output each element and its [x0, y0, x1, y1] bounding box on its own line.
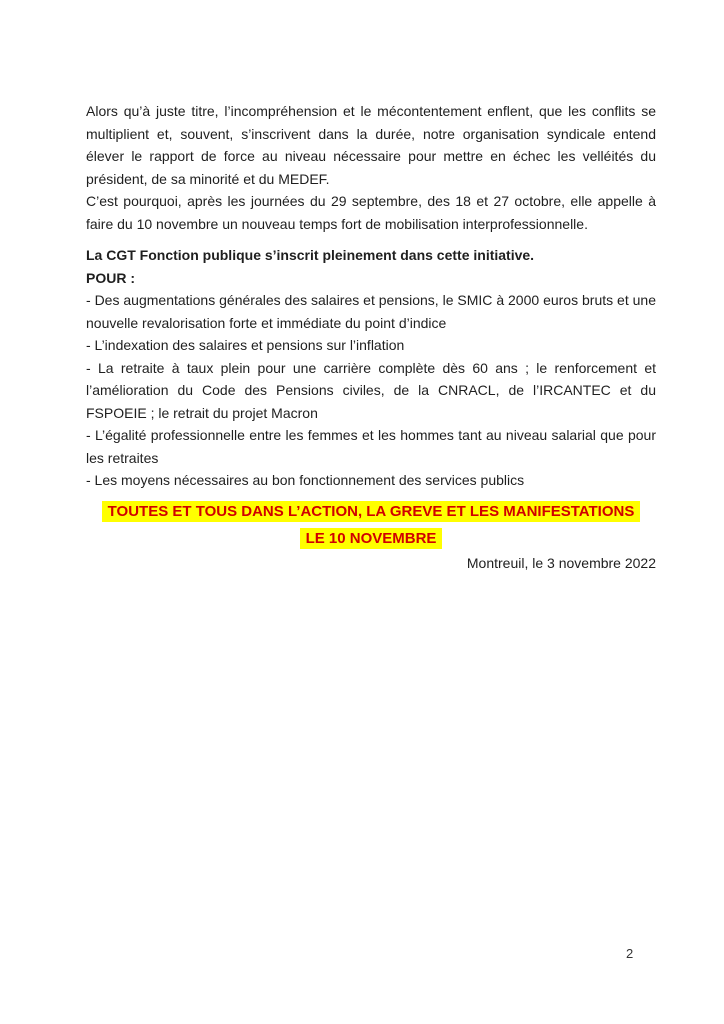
demand-item-1: - Des augmentations générales des salaires et pensions, le SMIC à 2000 euros bruts et une nouvelle revalorisation forte et immédiate du point d’indice — [86, 292, 656, 331]
pour-label: POUR : — [86, 269, 135, 286]
demand-item-4: - L’égalité professionnelle entre les femmes et les hommes tant au niveau salarial que pour les retraites — [86, 427, 656, 466]
page-number: 2 — [626, 946, 634, 961]
demand-item-2: - L’indexation des salaires et pensions sur l’inflation — [86, 337, 405, 353]
banner-line-2: LE 10 NOVEMBRE — [300, 528, 443, 549]
demand-item-5: - Les moyens nécessaires au bon fonctionnement des services publics — [86, 472, 525, 488]
intro-paragraph-1: Alors qu’à juste titre, l’incompréhension et le mécontentement enflent, que les conflits se multiplient et, souvent, s’inscrivent dans la durée, notre organisation syndicale entend élever le rapport de force au niveau nécessaire pour mettre en échec les velléités du président, de sa minorité et du MEDEF. — [86, 103, 656, 187]
demand-item-3: - La retraite à taux plein pour une carrière complète dès 60 ans ; le renforcement et l’amélioration du Code des Pensions civiles, de la CNRACL, de l’IRCANTEC et du FSPOEIE ; le retrait du projet Macron — [86, 359, 656, 421]
document-body — [86, 100, 656, 574]
banner-line-1: TOUTES ET TOUS DANS L’ACTION, LA GREVE ET LES MANIFESTATIONS — [102, 501, 641, 522]
intro-paragraph-2: C’est pourquoi, après les journées du 29 septembre, des 18 et 27 octobre, elle appelle à faire du 10 novembre un nouveau temps fort de mobilisation interprofessionnelle. — [86, 193, 656, 232]
section-heading: La CGT Fonction publique s’inscrit pleinement dans cette initiative. — [86, 247, 535, 263]
action-banner — [86, 498, 656, 552]
dateline: Montreuil, le 3 novembre 2022 — [466, 554, 656, 571]
